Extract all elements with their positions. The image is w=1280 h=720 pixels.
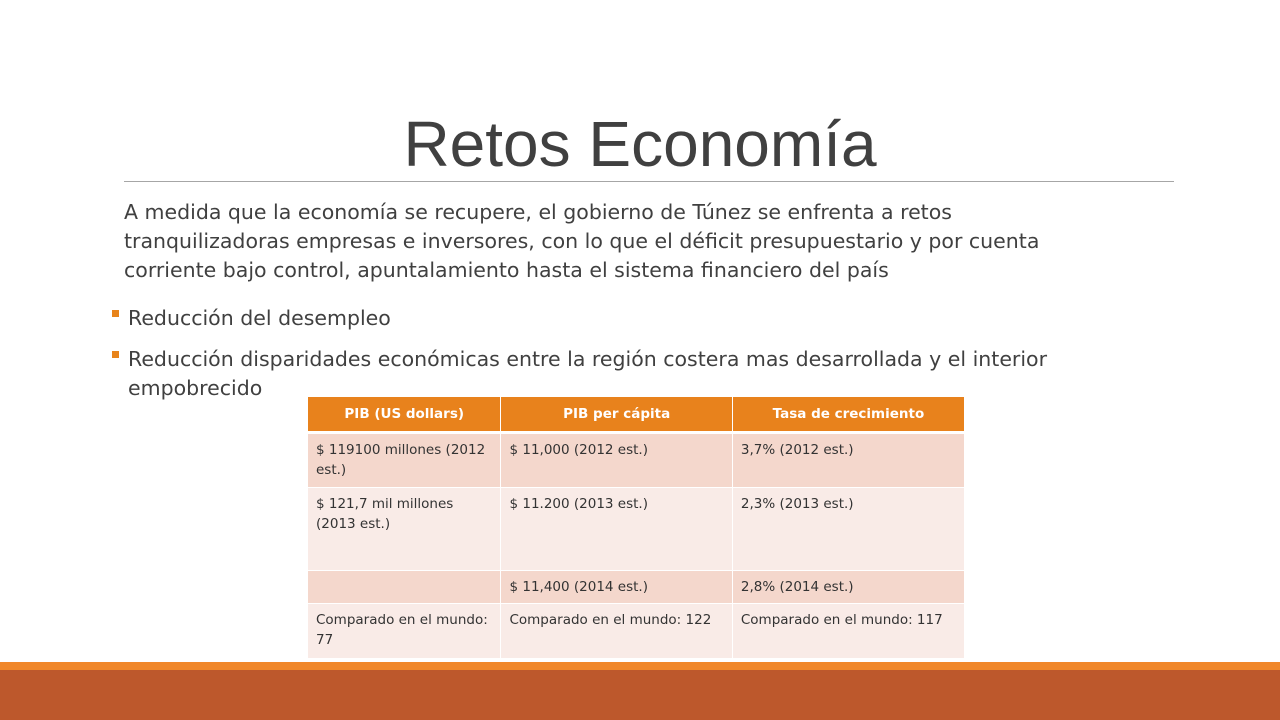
square-bullet-icon: [112, 351, 119, 358]
economy-table: [308, 397, 965, 659]
table-cell: Comparado en el mundo: 77: [308, 604, 501, 659]
table-cell: $ 11.200 (2013 est.): [501, 488, 732, 571]
intro-paragraph: A medida que la economía se recupere, el gobierno de Túnez se enfrenta a retos tranquilizadoras empresas e inversores, con lo que el déficit presupuestario y por cuenta corriente bajo control, apuntalamiento hasta el sistema financiero del país: [124, 200, 1040, 282]
column-header: PIB (US dollars): [308, 397, 501, 433]
table-row: [308, 488, 965, 571]
bullet-item: [112, 345, 1172, 403]
square-bullet-icon: [112, 310, 119, 317]
title-divider: [124, 181, 1174, 182]
slide-title: Retos Economía: [403, 108, 877, 180]
table-cell: $ 121,7 mil millones (2013 est.): [308, 488, 501, 571]
table-cell: Comparado en el mundo: 122: [501, 604, 732, 659]
bullet-text: Reducción del desempleo: [128, 306, 391, 330]
table-cell: $ 11,000 (2012 est.): [501, 433, 732, 488]
table-cell: 2,3% (2013 est.): [732, 488, 964, 571]
bullet-item: [112, 304, 1172, 333]
table-row: [308, 433, 965, 488]
column-header: Tasa de crecimiento: [732, 397, 964, 433]
table-cell: $ 11,400 (2014 est.): [501, 571, 732, 604]
table-row: [308, 604, 965, 659]
table-cell: 3,7% (2012 est.): [732, 433, 964, 488]
table-cell: Comparado en el mundo: 117: [732, 604, 964, 659]
table-cell: [308, 571, 501, 604]
table-row: [308, 571, 965, 604]
table-cell: 2,8% (2014 est.): [732, 571, 964, 604]
table-cell: $ 119100 millones (2012 est.): [308, 433, 501, 488]
table-header-row: [308, 397, 965, 433]
bullet-text: Reducción disparidades económicas entre la región costera mas desarrollada y el interior empobrecido: [128, 347, 1048, 400]
column-header: PIB per cápita: [501, 397, 732, 433]
footer-bar: [0, 670, 1280, 720]
footer-accent-bar: [0, 662, 1280, 670]
